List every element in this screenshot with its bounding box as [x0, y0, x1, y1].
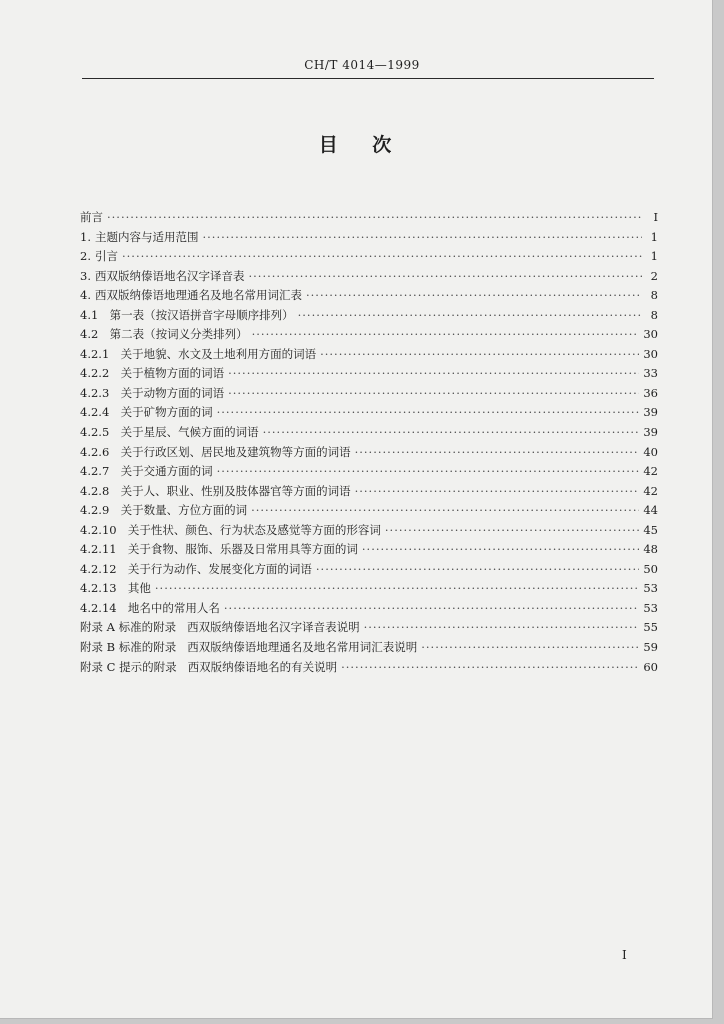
- toc-entry-label: 关于行政区划、居民地及建筑物等方面的词语: [113, 444, 351, 459]
- toc-leader-dots: [364, 620, 640, 634]
- toc-entry-label: 第一表（按汉语拼音字母顺序排列）: [102, 307, 294, 322]
- toc-entry-number: 4.2.13: [80, 581, 117, 596]
- toc-entry-label: 第二表（按词义分类排列）: [102, 327, 248, 342]
- toc-entry[interactable]: [80, 346, 658, 366]
- toc-leader-dots: [355, 445, 640, 459]
- toc-entry-page: 45: [643, 522, 658, 537]
- toc-entry-number: 4.2.6: [80, 444, 110, 459]
- toc-entry[interactable]: [80, 248, 658, 268]
- toc-leader-dots: [421, 640, 639, 654]
- toc-leader-dots: [224, 601, 639, 615]
- toc-entry-number: 4.2.10: [80, 522, 117, 537]
- toc-entry-number: 4.2.3: [80, 385, 110, 400]
- toc-entry[interactable]: [80, 404, 658, 424]
- toc-entry-page: 1: [650, 249, 658, 264]
- toc-entry-number: 4.2.14: [80, 600, 117, 615]
- toc-entry-number: 4.2.2: [80, 366, 110, 381]
- toc-entry[interactable]: [80, 307, 658, 327]
- toc-entry-number: 4.: [80, 288, 91, 303]
- toc-entry[interactable]: [80, 483, 658, 503]
- toc-entry-page: 60: [643, 659, 658, 674]
- toc-entry-label: 关于性状、颜色、行为状态及感觉等方面的形容词: [120, 522, 381, 537]
- toc-entry-label: 关于植物方面的词语: [113, 366, 225, 381]
- standard-code-header: CH/T 4014—1999: [304, 58, 420, 72]
- toc-entry-label: 关于食物、服饰、乐器及日常用具等方面的词: [120, 542, 358, 557]
- toc-entry-page: 50: [643, 561, 658, 576]
- toc-entry-label: 西双版纳傣语地名汉字译音表: [94, 268, 245, 283]
- toc-entry-page: 59: [643, 640, 658, 655]
- toc-leader-dots: [298, 308, 642, 322]
- toc-entry-number: 4.2: [80, 327, 99, 342]
- header-rule: [82, 78, 654, 79]
- toc-leader-dots: [341, 660, 639, 674]
- toc-entry-label: 关于人、职业、性别及肢体器官等方面的词语: [113, 483, 351, 498]
- toc-entry-label: 附录 C 提示的附录 西双版纳傣语地名的有关说明: [80, 659, 338, 674]
- toc-entry[interactable]: [80, 580, 658, 600]
- toc-entry-number: 4.1: [80, 307, 99, 322]
- toc-entry[interactable]: [80, 385, 658, 405]
- toc-entry[interactable]: [80, 659, 658, 679]
- toc-entry-page: 39: [643, 405, 658, 420]
- toc-entry[interactable]: [80, 541, 658, 561]
- toc-entry-number: 2.: [80, 249, 91, 264]
- toc-entry-page: 39: [643, 425, 658, 440]
- toc-entry-label: 关于矿物方面的词: [113, 405, 213, 420]
- toc-leader-dots: [385, 523, 639, 537]
- toc-entry-page: 42: [643, 464, 658, 479]
- toc-entry-number: 4.2.8: [80, 483, 110, 498]
- toc-entry-number: 4.2.1: [80, 346, 110, 361]
- toc-leader-dots: [107, 210, 642, 224]
- page-number: I: [622, 948, 627, 962]
- toc-entry-page: 44: [643, 503, 658, 518]
- toc-entry-page: 48: [643, 542, 658, 557]
- toc-leader-dots: [316, 562, 639, 576]
- toc-entry-page: 33: [643, 366, 658, 381]
- toc-entry[interactable]: [80, 268, 658, 288]
- toc-entry[interactable]: [80, 463, 658, 483]
- toc-leader-dots: [202, 230, 642, 244]
- toc-leader-dots: [263, 425, 640, 439]
- toc-entry-label: 前言: [80, 210, 103, 224]
- toc-leader-dots: [362, 542, 639, 556]
- toc-entry-label: 引言: [94, 249, 118, 264]
- toc-entry[interactable]: [80, 561, 658, 581]
- toc-leader-dots: [252, 327, 640, 341]
- toc-entry-label: 其他: [120, 581, 151, 596]
- toc-entry-number: 4.2.11: [80, 542, 117, 557]
- toc-entry-page: 40: [643, 444, 658, 459]
- toc-leader-dots: [228, 386, 639, 400]
- toc-entry-page: 30: [643, 346, 658, 361]
- toc-leader-dots: [248, 269, 642, 283]
- toc-entry-number: 4.2.9: [80, 503, 110, 518]
- toc-entry-page: 1: [650, 229, 658, 244]
- toc-leader-dots: [155, 581, 639, 595]
- toc-entry-number: 4.2.5: [80, 425, 110, 440]
- toc-entry[interactable]: [80, 424, 658, 444]
- toc-entry-number: 4.2.12: [80, 561, 117, 576]
- toc-entry[interactable]: [80, 600, 658, 620]
- toc-entry-page: 8: [650, 288, 658, 303]
- toc-entry-label: 地名中的常用人名: [120, 600, 220, 615]
- toc-entry[interactable]: [80, 209, 658, 229]
- toc-leader-dots: [320, 347, 639, 361]
- toc-entry-page: 2: [650, 268, 658, 283]
- toc-entry[interactable]: [80, 365, 658, 385]
- toc-entry-page: I: [653, 210, 658, 224]
- toc-leader-dots: [355, 484, 640, 498]
- toc-entry[interactable]: [80, 287, 658, 307]
- toc-entry[interactable]: [80, 639, 658, 659]
- toc-leader-dots: [122, 249, 642, 263]
- table-of-contents: [80, 209, 658, 678]
- toc-entry[interactable]: [80, 444, 658, 464]
- toc-entry[interactable]: [80, 326, 658, 346]
- toc-entry[interactable]: [80, 619, 658, 639]
- toc-entry-page: 30: [643, 327, 658, 342]
- toc-leader-dots: [228, 366, 639, 380]
- toc-leader-dots: [306, 288, 642, 302]
- toc-entry-label: 西双版纳傣语地理通名及地名常用词汇表: [94, 288, 302, 303]
- toc-entry-label: 关于行为动作、发展变化方面的词语: [120, 561, 312, 576]
- toc-entry-page: 8: [650, 307, 658, 322]
- toc-entry-number: 3.: [80, 268, 91, 283]
- page-title: 目 次: [318, 134, 406, 156]
- toc-entry-label: 关于星辰、气候方面的词语: [113, 425, 259, 440]
- toc-entry-label: 附录 B 标准的附录 西双版纳傣语地理通名及地名常用词汇表说明: [80, 640, 418, 655]
- toc-entry[interactable]: [80, 502, 658, 522]
- toc-entry-number: 4.2.7: [80, 464, 110, 479]
- toc-entry-number: 4.2.4: [80, 405, 110, 420]
- toc-leader-dots: [217, 464, 640, 478]
- toc-leader-dots: [217, 405, 640, 419]
- toc-entry[interactable]: [80, 229, 658, 249]
- toc-entry-page: 53: [643, 581, 658, 596]
- toc-entry-label: 主题内容与适用范围: [94, 229, 199, 244]
- toc-entry-page: 55: [643, 620, 658, 635]
- toc-entry-label: 关于地貌、水文及土地利用方面的词语: [113, 346, 317, 361]
- toc-entry-label: 关于交通方面的词: [113, 464, 213, 479]
- toc-entry[interactable]: [80, 522, 658, 542]
- toc-entry-label: 附录 A 标准的附录 西双版纳傣语地名汉字译音表说明: [80, 620, 360, 635]
- toc-entry-page: 53: [643, 600, 658, 615]
- toc-entry-label: 关于数量、方位方面的词: [113, 503, 248, 518]
- toc-entry-page: 36: [643, 385, 658, 400]
- toc-leader-dots: [251, 503, 639, 517]
- toc-entry-label: 关于动物方面的词语: [113, 385, 225, 400]
- toc-entry-page: 42: [643, 483, 658, 498]
- toc-entry-number: 1.: [80, 229, 91, 244]
